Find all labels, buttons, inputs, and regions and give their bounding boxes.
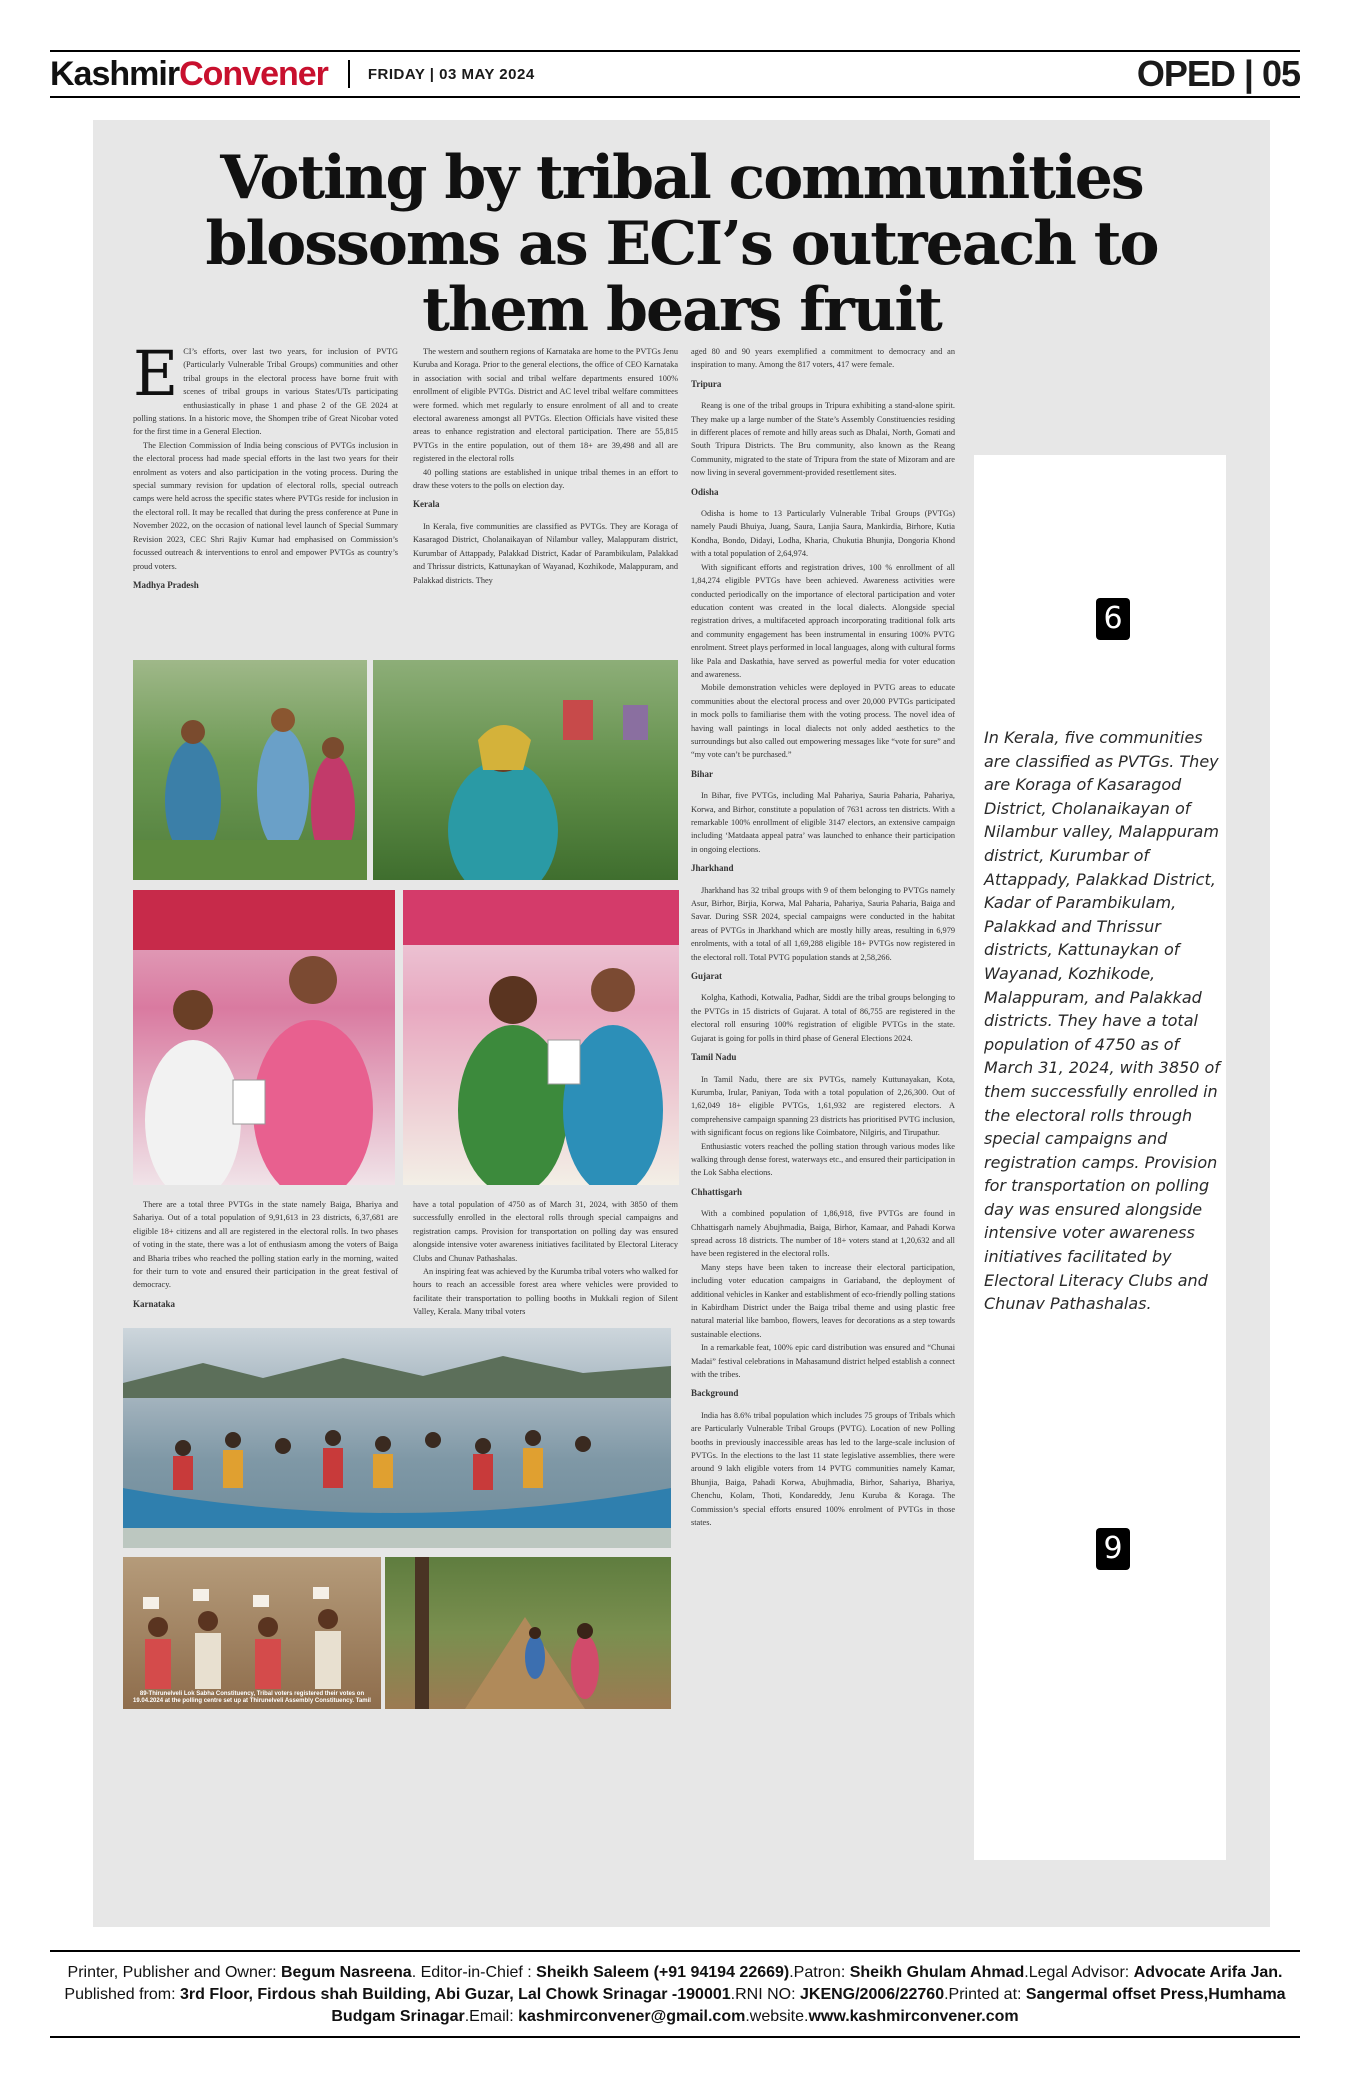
photo-tea-garden-women-art [133, 660, 367, 880]
subhead-jharkhand: Jharkhand [691, 863, 734, 874]
headline-line-3: them bears fruit [422, 275, 941, 345]
article-column-2-lower [413, 1198, 678, 1318]
subhead-gujarat: Gujarat [691, 971, 722, 982]
subhead-karnataka: Karnataka [133, 1298, 176, 1309]
subhead-kerala: Kerala [413, 499, 440, 510]
imprint-line-1: Printer, Publisher and Owner: Begum Nasreena. Editor-in-Chief : Sheikh Saleem (+91 94194 22669).Patron: Sheikh Ghulam Ahmad.Legal Advisor: Advocate Arifa Jan. [67, 1964, 1283, 1981]
article-column-1-lower [133, 1198, 398, 1318]
photo-officer-handing-epic [133, 890, 395, 1185]
paragraph: In a remarkable feat, 100% epic card distribution was ensured and “Chunai Madai” festival celebrations in Mahasamund district helped establish a connect with the tribes. [691, 1343, 955, 1380]
paragraph: CI’s efforts, over last two years, for inclusion of PVTG (Particularly Vulnerable Tribal Groups) communities and other tribal groups in the electoral process have borne fruit with scenes of tribal groups in various States/UTs participating enthusiastically in phase 1 and phase 2 of the GE 2024 at polling stations. In a historic move, the Shompen tribe of Great Nicobar voted for the first time in a General Election. [133, 347, 398, 437]
headline-line-2: blossoms as ECI’s outreach to [205, 209, 1158, 279]
newspaper-logo [50, 55, 328, 94]
article-panel [93, 120, 1270, 1927]
pull-quote-text: In Kerala, five communities are classified as PVTGs. They are Koraga of Kasaragod District, Cholanaikayan of Nilambur valley, Malappuram district, Kurumbar of Attappady, Palakkad District, Kadar of Parambikulam, Palakkad and Thrissur districts, Kattunaykan of Wayanad, Kozhikode, Malappuram, and Palakkad districts. They have a total population of 4750 as of March 31, 2024, with 3850 of them successfully enrolled in the electoral rolls through special campaigns and registration camps. Provision for transportation on polling day was ensured alongside intensive voter awareness initiatives facilitated by Electoral Literacy Clubs and Chunav Pathashalas. [984, 728, 1220, 1314]
subhead-madhya-pradesh: Madhya Pradesh [133, 579, 199, 590]
headline [93, 145, 1270, 343]
close-quote-icon: 9 [1096, 1528, 1130, 1570]
paragraph: There are a total three PVTGs in the state namely Baiga, Bhariya and Sahariya. Out of a total population of 9,91,613 in 23 districts, 6,37,681 are eligible 18+ citizens and all are registered in the electoral rolls. In two phases of voting in the state, there was a lot of enthusiasm among the voters of Baiga and Bharia tribes who reached the polling station early in the morning, waited for their turn to vote and ensured their participation in the great festival of democracy. [133, 1200, 398, 1290]
pull-quote-box [974, 455, 1226, 1860]
paragraph: Many steps have been taken to increase their electoral participation, including voter education campaigns in Gariaband, the deployment of additional vehicles in Kanker and establishment of eco-friendly polling stations in Kabirdham District under the Baiga tribal theme and using plastic free natural material like bamboo, flowers, leaves for decorations as a step towards sustainable elections. [691, 1262, 955, 1339]
paragraph: Kolgha, Kathodi, Kotwalia, Padhar, Siddi are the tribal groups belonging to the PVTGs in 15 districts of Gujarat. A total of 86,755 are registered in the electoral roll ensuring 100% registration of eligible PVTGs in the state. Gujarat is going for polls in third phase of General Elections 2024. [691, 993, 955, 1043]
photo-tamil-nadu-voters [123, 1557, 381, 1709]
paragraph: In Kerala, five communities are classified as PVTGs. They are Koraga of Kasaragod District, Cholanaikayan of Nilambur valley, Malappuram district, Kurumbar of Attappady, Palakkad District, Kadar of Parambikulam, Palakkad and Thrissur districts, Kattunaykan of Wayanad, Kozhikode, Malappuram, and Palakkad districts. They [413, 521, 678, 585]
paragraph: have a total population of 4750 as of March 31, 2024, with 3850 of them successfully enrolled in the electoral rolls through special campaigns and registration camps. Provision for transportation on polling day was ensured alongside intensive voter awareness initiatives facilitated by Electoral Literacy Clubs and Chunav Pathashalas. [413, 1200, 678, 1263]
photo-forest-walk-art [385, 1557, 671, 1709]
photo-boat-voters-art [123, 1328, 671, 1548]
subhead-background: Background [691, 1388, 739, 1399]
photo-officer-handing-epic-art [133, 890, 395, 1185]
paragraph: An inspiring feat was achieved by the Kurumba tribal voters who walked for hours to reach an accessible forest area where vehicles were provided to facilitate their transportation to polling booths in Mukkali region of Silent Valley, Kerala. Many tribal voters [413, 1267, 678, 1317]
imprint-footer [50, 1950, 1300, 2038]
photo-elder-woman-voter [403, 890, 679, 1185]
subhead-odisha: Odisha [691, 486, 719, 497]
logo-kashmir: Kashmir [50, 54, 180, 93]
photo-tamil-nadu-voters-art [123, 1557, 381, 1709]
paragraph: Enthusiastic voters reached the polling station through various modes like walking through dense forest, waterways etc., and ensured their participation in the Lok Sabha elections. [691, 1141, 955, 1178]
paragraph: aged 80 and 90 years exemplified a commitment to democracy and an inspiration to many. Among the 817 voters, 417 were female. [691, 347, 955, 370]
imprint-line-3: Budgam Srinagar.Email: kashmirconvener@gmail.com.website.www.kashmirconvener.com [331, 2008, 1019, 2025]
section-page-label: OPED | 05 [1136, 53, 1300, 94]
imprint-line-2: Published from: 3rd Floor, Firdous shah Building, Abi Guzar, Lal Chowk Srinagar -190001.RNI NO: JKENG/2006/22760.Printed at: Sangermal offset Press,Humhama [64, 1986, 1286, 2003]
paragraph: The western and southern regions of Karnataka are home to the PVTGs Jenu Kuruba and Koraga. Prior to the general elections, the office of CEO Karnataka in association with social and tribal welfare departments ensured 100% enrollment of eligible PVTGs. District and AC level tribal welfare committees were formed. which met regularly to ensure enrolment of all and to create electoral awareness amongst all PVTGs. Election Officials have visited these areas to enhance registration and electoral participation. There are 55,815 PVTGs in the entire population, out of them 18+ are 39,498 and all are registered in the electoral rolls [413, 347, 678, 464]
subhead-bihar: Bihar [691, 768, 714, 779]
issue-date: FRIDAY | 03 MAY 2024 [367, 65, 535, 83]
paragraph: 40 polling stations are established in unique tribal themes in an effort to draw these voters to the polls on election day. [413, 467, 678, 491]
subhead-tripura: Tripura [691, 378, 722, 389]
photo-tribal-woman-voter-art [373, 660, 678, 880]
masthead [50, 50, 1300, 98]
website-link[interactable]: www.kashmirconvener.com [808, 2008, 1019, 2025]
photo-elder-woman-voter-art [403, 890, 679, 1185]
email-link[interactable]: kashmirconvener@gmail.com [518, 2008, 746, 2025]
paragraph: Jharkhand has 32 tribal groups with 9 of them belonging to PVTGs namely Asur, Birhor, Birjia, Korwa, Mal Paharia, Pahariya, Sauria Paharia, Baiga and Savar. During SSR 2024, special campaigns were conducted in the habitat areas of PVTGs in Jharkhand which are mostly hilly areas, resulting in 6,979 enrolments, with a total of all 1,69,288 eligible 18+ PVTGs now registered in the electoral roll. Total PVTG population stands at 2,58,266. [691, 885, 955, 962]
open-quote-icon: 6 [1096, 598, 1130, 640]
paragraph: With a combined population of 1,86,918, five PVTGs are found in Chhattisgarh namely Abujhmadia, Baiga, Birhor, Kamaar, and Pahadi Korwa spread across 18 districts. The number of 18+ voters stand at 1,20,632 and all have been registered in the electoral rolls. [691, 1209, 955, 1259]
photo-tea-garden-women [133, 660, 367, 880]
drop-cap: E [133, 345, 179, 410]
paragraph: The Election Commission of India being conscious of PVTGs inclusion in the electoral process had made special efforts in the last two years for their enrolment as voters and also participation in the voting process. During the special summary revision for updation of electoral rolls, special outreach camps were held across the specific states where PVTGs reside for inclusion in the electoral roll. It may be recalled that during the press conference at Pune in November 2022, on the occasion of national level launch of Special Summary Revision 2023, CEC Shri Rajiv Kumar had emphasised on Commission’s focussed outreach & interventions to enrol and empower PVTGs as country’s proud voters. [133, 440, 398, 571]
paragraph: In Bihar, five PVTGs, including Mal Pahariya, Sauria Paharia, Pahariya, Korwa, and Birhor, constitute a population of 7631 across ten districts. With a remarkable 100% enrollment of eligible 3147 electors, an extensive campaign including ‘Matdaata appeal patra’ was launched to enhance their participation in ongoing elections. [691, 791, 955, 854]
paragraph: Mobile demonstration vehicles were deployed in PVTG areas to educate communities about the electoral process and over 20,000 PVTGs participated in mock polls to familiarise them with the voting process. The novel idea of having wall paintings in local dialects not only added aesthetics to the surroundings but also called out empowering messages like “vote for sure” and “my vote can’t be purchased.” [691, 683, 955, 760]
photo-forest-walk [385, 1557, 671, 1709]
paragraph: In Tamil Nadu, there are six PVTGs, namely Kuttunayakan, Kota, Kurumba, Irular, Paniyan, Toda with a total population of 2,26,300. Out of 1,62,049 18+ eligible PVTGs, 1,61,932 are registered electors. A comprehensive campaign spanning 23 districts has prioritised PVTG inclusion, with significant focus on regions like Coimbatore, Nilgiris, and Tirupathur. [691, 1074, 955, 1138]
photo-boat-voters [123, 1328, 671, 1548]
masthead-divider [348, 60, 350, 88]
subhead-chhattisgarh: Chhattisgarh [691, 1186, 743, 1197]
subhead-tamil-nadu: Tamil Nadu [691, 1052, 737, 1063]
headline-line-1: Voting by tribal communities [220, 143, 1143, 213]
logo-convener: Convener [179, 54, 328, 93]
photo-tribal-woman-voter [373, 660, 678, 880]
paragraph: India has 8.6% tribal population which includes 75 groups of Tribals which are Particularly Vulnerable Tribal Groups (PVTG). Location of new Polling booths in previously inaccessible areas has led to the large-scale inclusion of PVTGs. In the elections to the last 11 state legislative assemblies, there were around 9 lakh eligible voters from 14 PVTG communities namely Kamar, Bhunjia, Baiga, Pahadi Korwa, Abujhmadia, Birhor, Sahariya, Bhariya, Chenchu, Kolam, Thoti, Kondareddy, Jenu Kuruba & Koraga. The Commission’s special efforts ensured 100% enrolment of PVTGs in those states. [691, 1410, 955, 1528]
paragraph: Odisha is home to 13 Particularly Vulnerable Tribal Groups (PVTGs) namely Paudi Bhuiya, Juang, Saura, Lanjia Saura, Mankirdia, Birhore, Kutia Kondha, Bondo, Didayi, Lodha, Kharia, Chukutia Bhunjia, Dongoria Khond with a total population of 2,64,974. [691, 509, 955, 559]
photo-caption: 89-Thirunelveli Lok Sabha Constituency, Tribal voters registered their votes on 19.04.2024 at the polling centre set up at Thirunelveli Assembly Constituency. Tamil [133, 1691, 371, 1704]
paragraph: With significant efforts and registration drives, 100 % enrollment of all 1,84,274 eligible PVTGs have been achieved. Awareness activities were conducted periodically on the importance of electoral participation and voter education content was created in the local dialects. Alongside special registration drives, a multifaceted approach incorporating traditional folk arts and community engagement has been instrumental in ensuring 100% PVTG enrolment. Street plays performed in local languages, along with cultural forms like Pala and Daskathia, have served as powerful media for voter education and awareness. [691, 562, 955, 679]
article-column-3 [691, 345, 955, 1910]
paragraph: Reang is one of the tribal groups in Tripura exhibiting a stand-alone spirit. They make up a large number of the State’s Assembly Constituencies residing in different places of remote and hilly areas such as Dhalai, North, Gomati and South Tripura Districts. The Bru community, also known as the Reang Community, migrated to the state of Tripura from the state of Mizoram and are now living in several government-provided resettlement sites. [691, 401, 955, 478]
